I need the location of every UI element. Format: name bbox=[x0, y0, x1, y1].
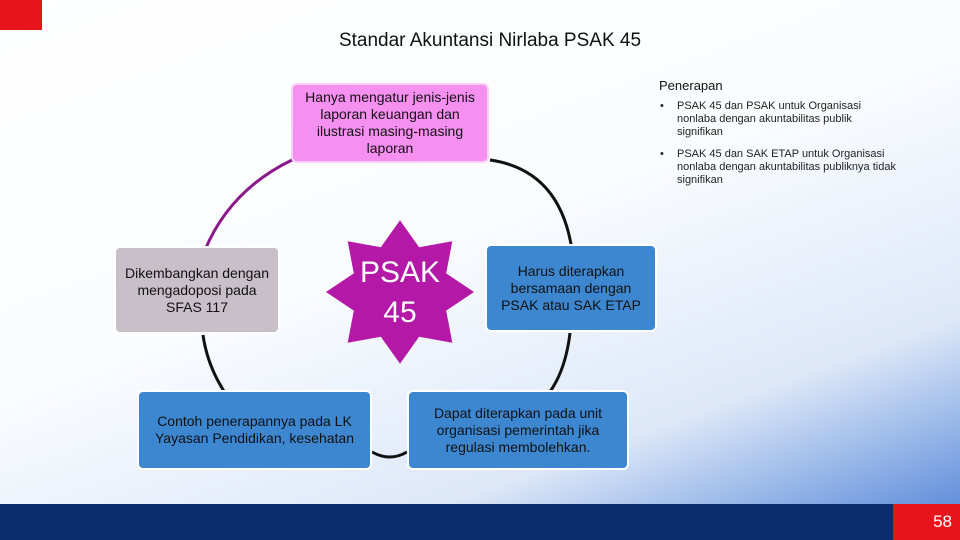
penerapan-list bbox=[660, 100, 900, 196]
list-item: • PSAK 45 dan PSAK untuk Organisasi nonlaba dengan akuntabilitas publik signifikan bbox=[660, 100, 862, 138]
arc-bottom-left-to-bottom-right bbox=[372, 452, 407, 457]
center-label: PSAK 45 bbox=[359, 255, 441, 329]
page-title: Standar Akuntansi Nirlaba PSAK 45 bbox=[338, 30, 642, 51]
node-bottom-right: Dapat diterapkan pada unit organisasi pemerintah jika regulasi membolehkan. bbox=[407, 390, 629, 470]
node-left: Dikembangkan dengan mengadoposi pada SFAS 117 bbox=[114, 246, 280, 334]
list-item: • PSAK 45 dan SAK ETAP untuk Organisasi nonlaba dengan akuntabilitas publiknya tidak signifikan bbox=[660, 148, 896, 186]
bullet-marker: • bbox=[660, 148, 664, 160]
node-bottom-left: Contoh penerapannya pada LK Yayasan Pendidikan, kesehatan bbox=[137, 390, 372, 470]
center-star bbox=[320, 220, 480, 365]
bullet-marker: • bbox=[660, 100, 664, 112]
node-right: Harus diterapkan bersamaan dengan PSAK atau SAK ETAP bbox=[485, 244, 657, 332]
arc-top-to-left bbox=[205, 160, 292, 250]
page-number: 58 bbox=[893, 504, 960, 540]
penerapan-title: Penerapan bbox=[659, 78, 723, 93]
arc-top-to-right bbox=[490, 160, 572, 250]
node-top: Hanya mengatur jenis-jenis laporan keuangan dan ilustrasi masing-masing laporan bbox=[291, 83, 489, 163]
arc-right-to-bottom-right bbox=[545, 333, 570, 398]
footer-page-label: 58 bbox=[808, 516, 822, 530]
